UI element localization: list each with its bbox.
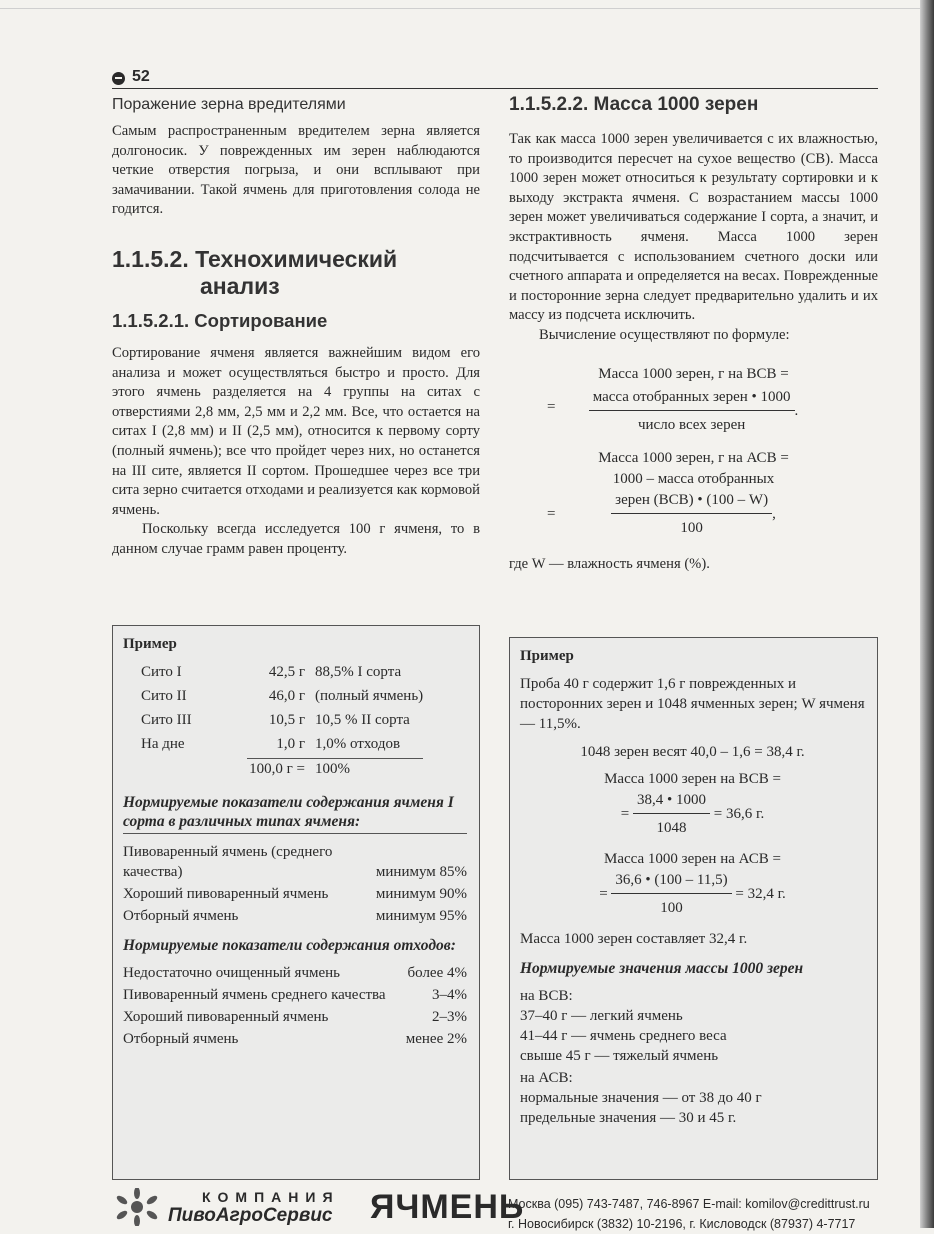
total-mass: 100,0 г =	[247, 759, 315, 784]
section-heading-line2: анализ	[200, 272, 280, 299]
example-calc3-denominator: 100	[660, 900, 683, 916]
contacts-line-1: Москва (095) 743-7487, 746-8967 E-mail: komilov@credittrust.ru	[508, 1197, 870, 1211]
formula-asv-end: ,	[772, 505, 776, 522]
norm2-value: 2–3%	[432, 1009, 467, 1025]
norm2-row	[123, 1007, 467, 1027]
example-calc1: 1048 зерен весят 40,0 – 1,6 = 38,4 г.	[580, 744, 805, 760]
vsv-lines-item: свыше 45 г — тяжелый ячмень	[520, 1048, 719, 1064]
page-number: 52	[132, 68, 150, 85]
sieve-mass: 42,5 г	[268, 664, 305, 680]
sieve-name: Сито I	[141, 664, 182, 680]
norm2-label: Хороший пивоваренный ячмень	[123, 1009, 329, 1025]
norm1-value: минимум 85%	[375, 864, 467, 880]
sieve-result: 88,5% I сорта	[315, 664, 402, 680]
example-title-2: Пример	[520, 648, 574, 664]
example-box-sorting	[112, 625, 480, 1180]
vsv-lines-item: 37–40 г — легкий ячмень	[520, 1008, 683, 1024]
sieve-row	[141, 686, 423, 710]
example-result: Масса 1000 зерен составляет 32,4 г.	[520, 931, 748, 947]
example-calc2-eq: =	[620, 805, 630, 822]
norm1-label: Отборный ячмень	[123, 908, 239, 924]
example-calc3-numerator: 36,6 • (100 – 11,5)	[611, 870, 731, 894]
example-calc3-result: = 32,4 г.	[735, 885, 786, 902]
example-box-sorting-content	[123, 634, 467, 1051]
norm2-value: менее 2%	[405, 1031, 467, 1047]
example-calc2-fraction	[633, 790, 710, 839]
example-calc3	[520, 849, 865, 919]
formula-vsv-head: Масса 1000 зерен, г на ВСВ =	[598, 365, 789, 382]
norm2-value: 3–4%	[432, 987, 467, 1003]
norm1-label: Пивоваренный ячмень (среднего качества)	[123, 844, 333, 880]
section-heading	[112, 246, 480, 300]
scan-edge-shadow	[920, 0, 934, 1228]
page-marker-icon	[112, 72, 125, 85]
sieve-table	[141, 662, 423, 783]
example-box-mass	[509, 637, 878, 1180]
sieve-name: Сито III	[141, 712, 192, 728]
footer-advert	[108, 1186, 888, 1231]
company-name: ПивоАгроСервис	[168, 1205, 333, 1226]
section-heading-line1: 1.1.5.2. Технохимический	[112, 245, 398, 272]
formula-asv-fraction	[611, 490, 772, 539]
sieve-mass: 1,0 г	[276, 736, 305, 752]
example-box-mass-content	[520, 646, 865, 1128]
norm1-value: минимум 95%	[375, 908, 467, 924]
product-name: ЯЧМЕНЬ	[370, 1188, 525, 1226]
contacts-line-2: г. Новосибирск (3832) 10-2196, г. Кисловодск (87937) 4-7717	[508, 1217, 856, 1231]
formula-asv-head2: 1000 – масса отобранных	[612, 470, 775, 487]
norm2-label: Недостаточно очищенный ячмень	[123, 965, 341, 981]
example-title: Пример	[123, 636, 177, 652]
company-logo-icon	[112, 1188, 162, 1226]
example-calc2-denominator: 1048	[656, 820, 687, 836]
formula-vsv-fraction	[589, 387, 795, 436]
left-column	[112, 94, 480, 560]
example-calc2	[520, 769, 865, 839]
formula-vsv-eq: =	[547, 398, 556, 415]
pests-heading: Поражение зерна вредителями	[112, 96, 346, 113]
norm1-row	[123, 842, 467, 882]
sieve-row	[141, 710, 423, 734]
norm1-row	[123, 884, 467, 904]
norm1-list	[123, 842, 467, 926]
norm2-row	[123, 985, 467, 1005]
vsv-label: на ВСВ:	[520, 988, 573, 1004]
formula-intro: Вычисление осуществляют по формуле:	[539, 326, 790, 343]
norm-mass-heading: Нормируемые значения массы 1000 зерен	[520, 960, 804, 977]
formula-asv-numerator: зерен (ВСВ) • (100 – W)	[611, 490, 772, 514]
pests-paragraph: Самым распространенным вредителем зерна является долгоносик. У поврежденных им зерен наблюдаются четкие отверстия погрыза, и они всплывают при замачивании. Такой ячмень для приготовления солода не годится.	[112, 123, 480, 218]
formula-vsv-denominator: число всех зерен	[637, 416, 746, 433]
contacts	[508, 1194, 870, 1234]
sieve-mass: 46,0 г	[268, 688, 305, 704]
sieve-row	[141, 662, 423, 686]
example-sample: Проба 40 г содержит 1,6 г поврежденных и посторонних зерен и 1048 ячменных зерен; W ячменя — 11,5%.	[520, 676, 865, 732]
asv-label: на АСВ:	[520, 1070, 573, 1086]
sieve-mass: 10,5 г	[268, 712, 305, 728]
asv-lines-item: нормальные значения — от 38 до 40 г	[520, 1090, 762, 1106]
example-calc3-eq: =	[599, 885, 608, 902]
example-calc3-fraction	[611, 870, 731, 919]
page-header	[112, 70, 878, 88]
sieve-result: 10,5 % II сорта	[315, 712, 410, 728]
formula-vsv-end: .	[794, 402, 799, 419]
norm2-label: Пивоваренный ячмень среднего качества	[123, 987, 386, 1003]
formula-asv-denominator: 100	[680, 519, 703, 536]
mass-heading: 1.1.5.2.2. Масса 1000 зерен	[509, 94, 759, 115]
sieve-result: (полный ячмень)	[315, 688, 424, 704]
sieve-total-row	[141, 759, 423, 784]
sorting-paragraph-2: Поскольку всегда исследуется 100 г ячменя, то в данном случае грамм равен проценту.	[112, 521, 480, 557]
norm2-value: более 4%	[407, 965, 467, 981]
sieve-row	[141, 734, 423, 759]
norm1-value: минимум 90%	[375, 886, 467, 902]
norm2-row	[123, 1029, 467, 1049]
norm1-row	[123, 906, 467, 926]
norm2-row	[123, 963, 467, 983]
sieve-name: На дне	[141, 736, 185, 753]
norm1-label: Хороший пивоваренный ячмень	[123, 886, 329, 902]
formula-vsv	[509, 364, 878, 436]
company-top-label: КОМПАНИЯ	[202, 1189, 340, 1205]
norm2-list	[123, 963, 467, 1049]
total-pct: 100%	[315, 759, 423, 784]
formula-asv-eq: =	[547, 505, 556, 522]
example-calc2-result: = 36,6 г.	[713, 805, 765, 822]
subsection-heading: 1.1.5.2.1. Сортирование	[112, 309, 328, 331]
where-note: где W — влажность ячменя (%).	[509, 555, 710, 572]
norm1-heading: Нормируемые показатели содержания ячменя I сорта в различных типах ячменя:	[123, 793, 467, 834]
formula-asv-head1: Масса 1000 зерен, г на АСВ =	[598, 449, 789, 466]
norm2-label: Отборный ячмень	[123, 1031, 239, 1047]
example-calc2-head: Масса 1000 зерен на ВСВ =	[604, 771, 781, 787]
right-column	[509, 94, 878, 574]
vsv-list	[520, 1006, 865, 1066]
norm2-heading: Нормируемые показатели содержания отходов:	[123, 937, 456, 954]
sorting-paragraph: Сортирование ячменя является важнейшим видом его анализа и может осуществляться быстро и просто. Для этого ячмень разделяется на 4 группы на ситах с отверстиями 2,8 мм, 2,5 мм и 2,2 мм. Все, что остается на ситах I (2,8 мм) и II (2,5 мм), относится к первому сорту (полный ячмень); все что пройдет через них, но останется на III сите, является II сортом. Прошедшее через все три сита зерно считается отходами и реализуется как кормовой ячмень.	[112, 344, 480, 518]
example-calc2-numerator: 38,4 • 1000	[633, 790, 710, 814]
mass-paragraph: Так как масса 1000 зерен увеличивается с их влажностью, то производится пересчет на сухое вещество (СВ). Масса 1000 зерен может относиться к результату сортировки и к выходу экстракта ячменя. С возрастанием массы 1000 зерен может увеличиваться содержание I сорта, а значит, и экстрактивность ячменя. Масса 1000 зерен подсчитывается с использованием счетного доски или счетного аппарата и определяется на весах. Поврежденные и посторонние зерна следует предварительно удалить и их массу из подсчета исключить.	[509, 131, 878, 324]
sieve-result: 1,0% отходов	[315, 736, 401, 752]
scan-top-rule	[0, 8, 934, 9]
asv-list	[520, 1088, 865, 1128]
sieve-name: Сито II	[141, 688, 187, 704]
header-rule	[112, 88, 878, 89]
vsv-lines-item: 41–44 г — ячмень среднего веса	[520, 1028, 727, 1044]
example-calc3-head: Масса 1000 зерен на АСВ =	[604, 851, 781, 867]
formula-asv	[509, 448, 878, 539]
asv-lines-item: предельные значения — 30 и 45 г.	[520, 1110, 737, 1126]
formula-vsv-numerator: масса отобранных зерен • 1000	[589, 387, 795, 411]
